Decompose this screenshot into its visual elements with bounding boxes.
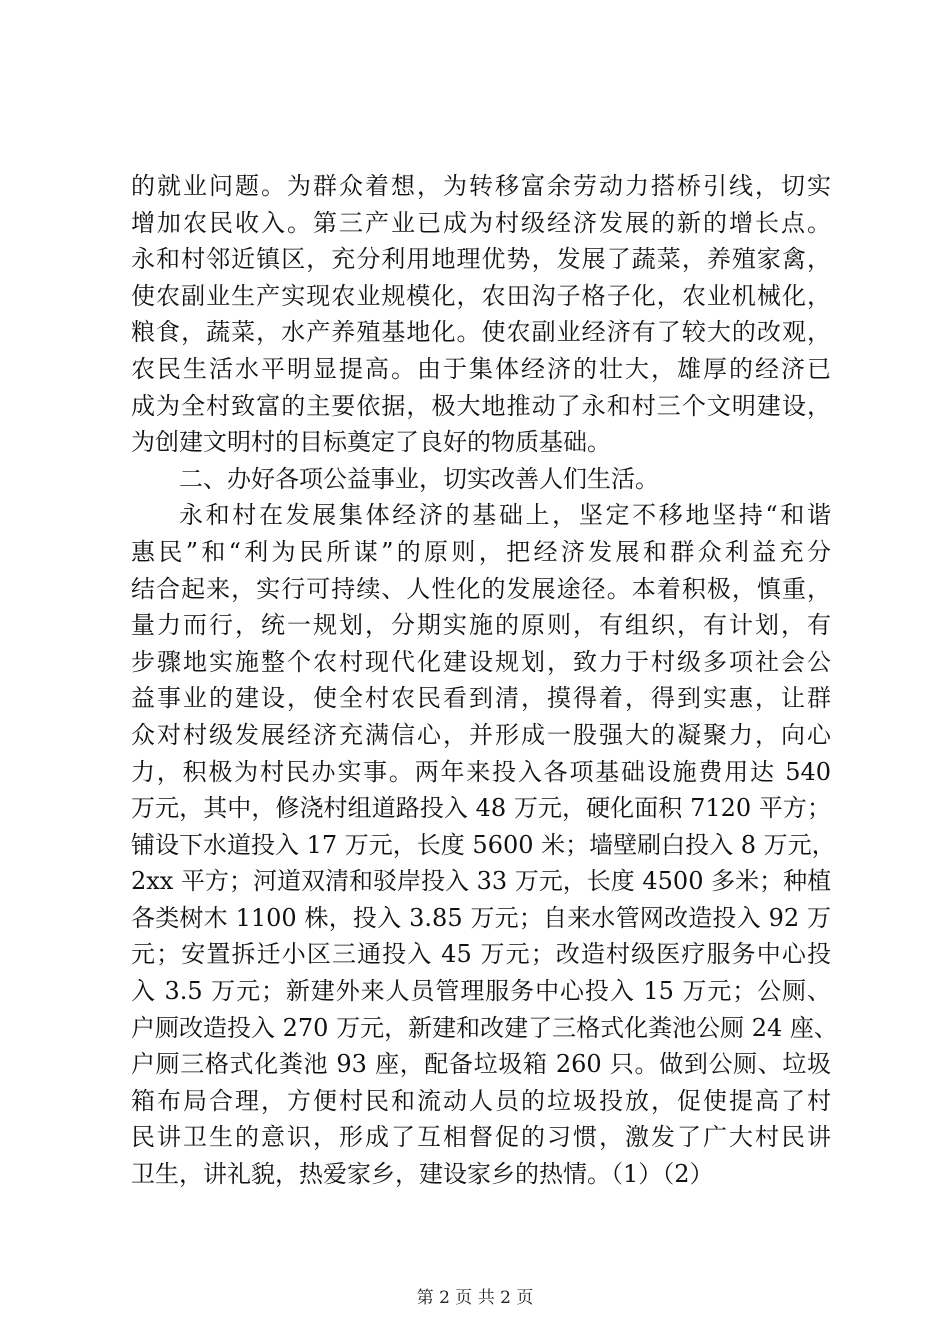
paragraph-first-line: 永和村在发展集体经济的基础上，坚定不移地坚持“和谐 [179,501,831,530]
text-line: 户厕三格式化粪池 93 座，配备垃圾箱 260 只。做到公厕、垃圾 [131,1050,831,1079]
text-line: 量力而行，统一规划，分期实施的原则，有组织，有计划，有 [131,611,831,640]
text-line: 众对村级发展经济充满信心，并形成一股强大的凝聚力，向心 [131,720,831,749]
text-line: 的就业问题。为群众着想，为转移富余劳动力搭桥引线，切实 [131,172,831,200]
text-line: 为创建文明村的目标奠定了良好的物质基础。 [131,428,611,457]
text-line: 使农副业生产实现农业规模化，农田沟子格子化，农业机械化， [131,281,831,310]
text-line: 民讲卫生的意识，形成了互相督促的习惯，激发了广大村民讲 [131,1123,831,1152]
text-line: 成为全村致富的主要依据，极大地推动了永和村三个文明建设， [131,391,831,420]
text-line: 万元，其中，修浇村组道路投入 48 万元，硬化面积 7120 平方； [131,794,831,823]
text-line: 户厕改造投入 270 万元，新建和改建了三格式化粪池公厕 24 座、 [131,1013,838,1042]
text-line: 步骤地实施整个农村现代化建设规划，致力于村级多项社会公 [131,647,831,676]
text-line: 农民生活水平明显提高。由于集体经济的壮大，雄厚的经济已 [131,354,831,383]
text-line: 入 3.5 万元；新建外来人员管理服务中心投入 15 万元；公厕、 [131,977,831,1006]
text-line: 力，积极为村民办实事。两年来投入各项基础设施费用达 540 [131,757,831,786]
text-line: 元；安置拆迁小区三通投入 45 万元；改造村级医疗服务中心投 [131,940,831,969]
document-body [131,168,838,1193]
section-heading: 二、办好各项公益事业，切实改善人们生活。 [179,464,659,493]
text-line: 增加农民收入。第三产业已成为村级经济发展的新的增长点。 [131,208,831,237]
text-line: 结合起来，实行可持续、人性化的发展途径。本着积极，慎重， [131,574,831,603]
text-line: 益事业的建设，使全村农民看到清，摸得着，得到实惠，让群 [131,684,831,713]
text-line: 2xx 平方；河道双清和驳岸投入 33 万元，长度 4500 多米；种植 [131,867,832,896]
page-number-footer: 第 2 页 共 2 页 [416,1288,534,1308]
text-line: 粮食，蔬菜，水产养殖基地化。使农副业经济有了较大的改观， [131,318,831,347]
text-line: 卫生，讲礼貌，热爱家乡，建设家乡的热情。（1）（2） [131,1160,714,1189]
text-line: 各类树木 1100 株，投入 3.85 万元；自来水管网改造投入 92 万 [131,903,831,932]
text-line: 惠民”和“利为民所谋”的原则，把经济发展和群众利益充分 [131,537,831,566]
text-line: 箱布局合理，方便村民和流动人员的垃圾投放，促使提高了村 [131,1086,831,1115]
text-line: 铺设下水道投入 17 万元，长度 5600 米；墙壁刷白投入 8 万元， [131,830,836,859]
text-line: 永和村邻近镇区，充分利用地理优势，发展了蔬菜，养殖家禽， [131,245,831,274]
